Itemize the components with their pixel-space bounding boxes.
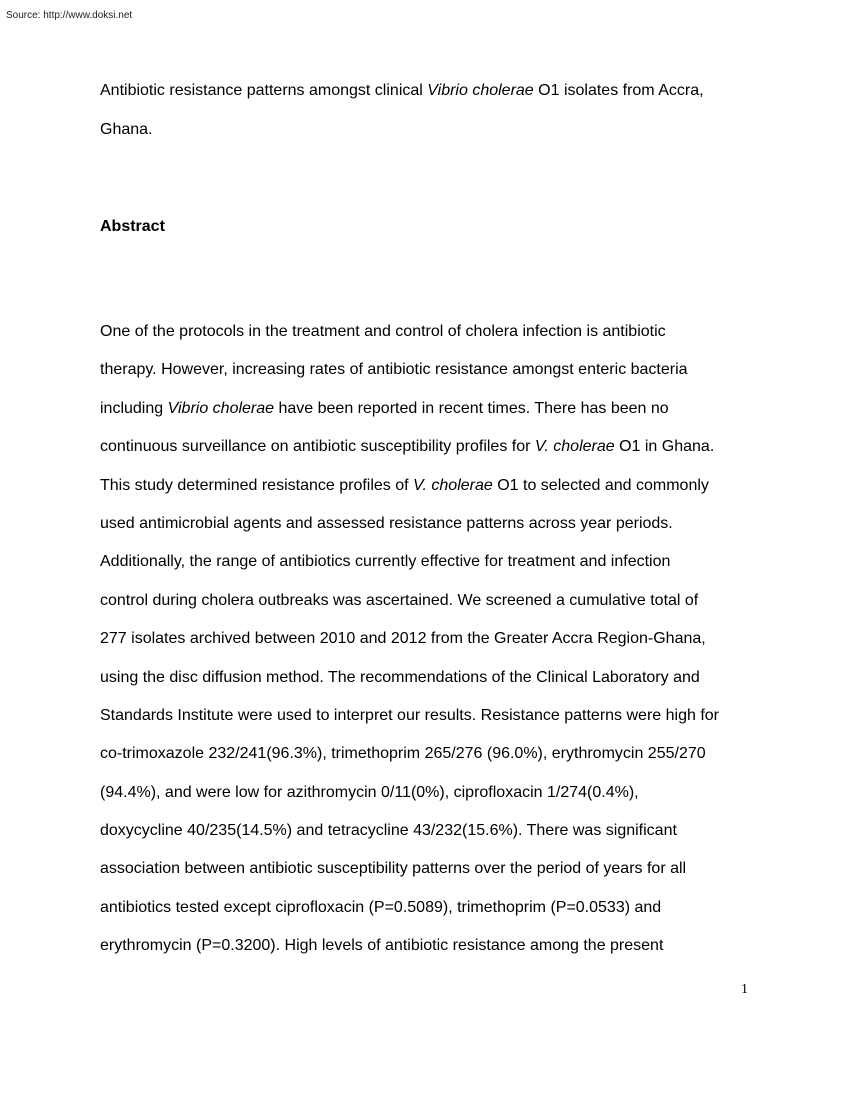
- abstract-line: Standards Institute were used to interpret our results. Resistance patterns were high for: [100, 706, 719, 724]
- page-number: 1: [741, 982, 748, 997]
- abstract-text: O1 to selected and commonly: [492, 476, 709, 494]
- abstract-line: [100, 472, 760, 510]
- source-url: Source: http://www.doksi.net: [6, 10, 133, 21]
- abstract-line: 277 isolates archived between 2010 and 2012 from the Greater Accra Region-Ghana,: [100, 630, 706, 648]
- abstract-text: continuous surveillance on antibiotic susceptibility profiles for: [100, 438, 535, 456]
- abstract-line: erythromycin (P=0.3200). High levels of antibiotic resistance among the present: [100, 937, 664, 955]
- species-name: V. cholerae: [534, 438, 615, 456]
- paper-title: [100, 71, 760, 149]
- abstract-text: have been reported in recent times. There has been no: [274, 399, 669, 417]
- title-text-part2: O1 isolates from Accra,: [533, 82, 704, 99]
- title-text-part3: Ghana.: [100, 121, 153, 138]
- abstract-line: co-trimoxazole 232/241(96.3%), trimethoprim 265/276 (96.0%), erythromycin 255/270: [100, 745, 706, 763]
- abstract-text: This study determined resistance profiles of: [100, 476, 414, 494]
- abstract-line: doxycycline 40/235(14.5%) and tetracycline 43/232(15.6%). There was significant: [100, 822, 677, 840]
- abstract-line: [100, 395, 760, 433]
- title-species-name: Vibrio cholerae: [427, 82, 534, 99]
- species-name: Vibrio cholerae: [167, 399, 275, 417]
- abstract-line: One of the protocols in the treatment and control of cholera infection is antibiotic: [100, 323, 666, 340]
- abstract-line: (94.4%), and were low for azithromycin 0/11(0%), ciprofloxacin 1/274(0.4%),: [100, 783, 639, 801]
- abstract-line: antibiotics tested except ciprofloxacin (P=0.5089), trimethoprim (P=0.0533) and: [100, 898, 662, 916]
- abstract-body: [100, 318, 760, 971]
- abstract-line: [100, 433, 760, 471]
- abstract-text: O1 in Ghana.: [614, 438, 715, 456]
- abstract-line: Additionally, the range of antibiotics currently effective for treatment and infection: [100, 553, 671, 571]
- abstract-line: using the disc diffusion method. The recommendations of the Clinical Laboratory and: [100, 668, 700, 686]
- abstract-text: including: [100, 399, 168, 417]
- species-name: V. cholerae: [413, 476, 493, 494]
- abstract-line: association between antibiotic susceptibility patterns over the period of years for all: [100, 860, 687, 878]
- abstract-heading: Abstract: [100, 218, 165, 235]
- abstract-line: therapy. However, increasing rates of antibiotic resistance amongst enteric bacteria: [100, 361, 688, 379]
- abstract-line: used antimicrobial agents and assessed resistance patterns across year periods.: [100, 514, 673, 532]
- title-text-part1: Antibiotic resistance patterns amongst clinical: [100, 82, 428, 99]
- abstract-line: control during cholera outbreaks was ascertained. We screened a cumulative total of: [100, 591, 699, 609]
